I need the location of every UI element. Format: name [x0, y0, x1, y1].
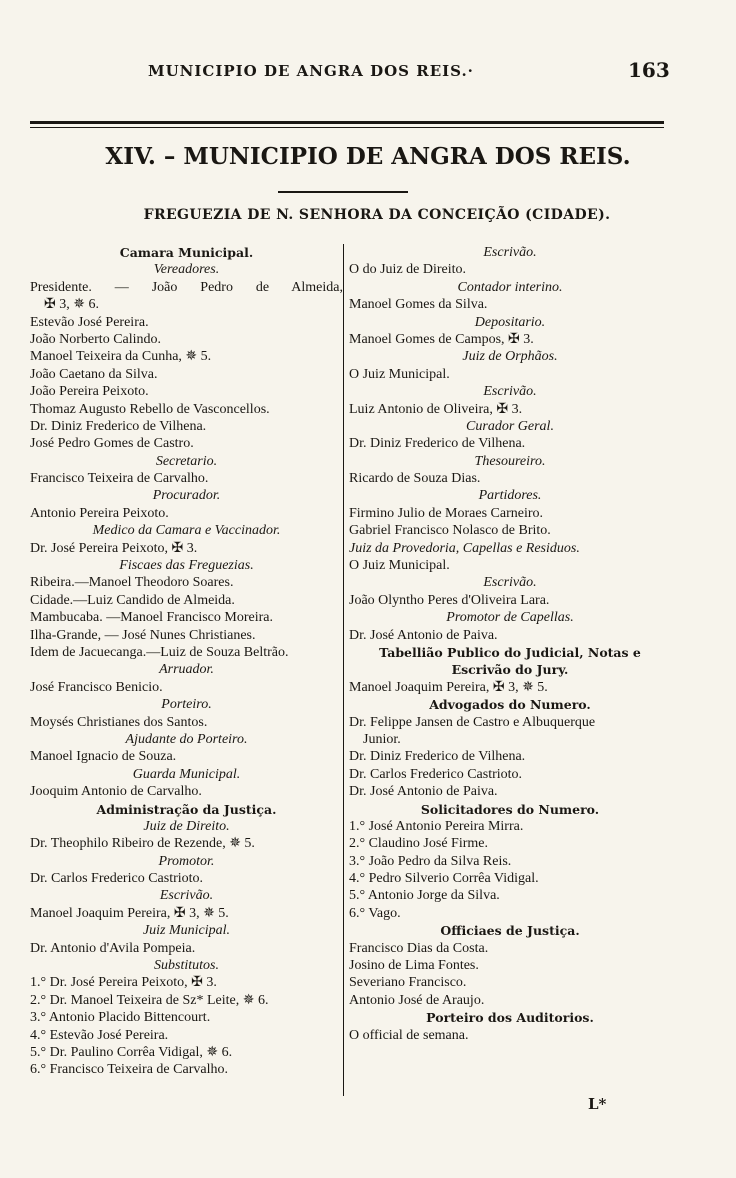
- text-line: Estevão José Pereira.: [30, 314, 149, 330]
- text-line: O Juiz Municipal.: [349, 558, 450, 574]
- text-line: Guarda Municipal.: [132, 766, 241, 782]
- text-line: 4.° Pedro Silverio Corrêa Vidigal.: [349, 871, 539, 887]
- text-line: O do Juiz de Direito.: [349, 262, 467, 278]
- text-line: Antonio Pereira Peixoto.: [30, 505, 169, 521]
- text-line: Presidente. — João Pedro de Almeida,: [30, 279, 343, 295]
- running-title: MUNICIPIO DE ANGRA DOS REIS.·: [148, 62, 474, 80]
- text-line: O Juiz Municipal.: [349, 366, 450, 382]
- text-line: O official de semana.: [349, 1027, 469, 1043]
- text-line: 5.° Antonio Jorge da Silva.: [349, 888, 500, 904]
- text-line: Camara Municipal.: [119, 245, 254, 260]
- left-column: [30, 244, 343, 1079]
- text-line: Francisco Dias da Costa.: [349, 940, 489, 956]
- text-line: Manoel Teixeira da Cunha, ✵ 5.: [30, 349, 212, 365]
- text-line: Gabriel Francisco Nolasco de Brito.: [349, 523, 551, 539]
- text-line: Manoel Gomes de Campos, ✠ 3.: [349, 331, 534, 347]
- chapter-title: XIV. – MUNICIPIO DE ANGRA DOS REIS.: [105, 143, 631, 170]
- text-line: Luiz Antonio de Oliveira, ✠ 3.: [349, 401, 523, 417]
- text-line: Dr. Diniz Frederico de Vilhena.: [349, 436, 526, 452]
- text-line: Escrivão.: [483, 384, 537, 400]
- text-line: Fiscaes das Freguezias.: [119, 558, 254, 574]
- text-line: ✠ 3, ✵ 6.: [44, 297, 99, 313]
- text-line: Promotor.: [158, 853, 215, 869]
- text-line: 4.° Estevão José Pereira.: [30, 1027, 169, 1043]
- column-divider: [343, 244, 344, 1096]
- title-divider: [278, 191, 408, 193]
- text-line: Manoel Joaquim Pereira, ✠ 3, ✵ 5.: [349, 679, 548, 695]
- text-line: Officiaes de Justiça.: [440, 923, 580, 939]
- text-line: Mambucaba. —Manoel Francisco Moreira.: [30, 610, 273, 626]
- text-line: 1.° José Antonio Pereira Mirra.: [349, 818, 524, 834]
- text-line: 2.° Claudino José Firme.: [349, 836, 488, 852]
- text-line: 6.° Vago.: [349, 905, 401, 921]
- text-line: Porteiro dos Auditorios.: [426, 1010, 594, 1026]
- text-line: Advogados do Numero.: [429, 697, 591, 713]
- page-number: 163: [628, 58, 670, 82]
- text-line: 3.° Antonio Placido Bittencourt.: [30, 1010, 211, 1026]
- text-line: Partidores.: [478, 488, 542, 504]
- text-line: Substitutos.: [154, 958, 219, 974]
- text-line: Juiz Municipal.: [142, 923, 231, 939]
- text-line: 5.° Dr. Paulino Corrêa Vidigal, ✵ 6.: [30, 1044, 233, 1060]
- text-line: Curador Geral.: [466, 418, 554, 434]
- text-line: Junior.: [363, 731, 401, 747]
- text-line: Contador interino.: [457, 279, 563, 295]
- text-line: João Caetano da Silva.: [30, 366, 158, 382]
- text-line: Secretario.: [155, 453, 218, 469]
- text-line: Escrivão.: [483, 575, 537, 591]
- text-line: Solicitadores do Numero.: [420, 801, 600, 817]
- text-line: Thesoureiro.: [474, 453, 546, 469]
- text-line: Vereadores.: [153, 262, 220, 278]
- signature-mark: L*: [588, 1095, 607, 1113]
- text-line: Administração da Justiça.: [96, 801, 277, 817]
- text-line: Dr. Carlos Frederico Castrioto.: [349, 766, 523, 782]
- text-line: Dr. José Pereira Peixoto, ✠ 3.: [30, 540, 198, 556]
- header-rule-thin: [30, 127, 664, 128]
- text-line: Ribeira.—Manoel Theodoro Soares.: [30, 575, 234, 591]
- text-line: Josino de Lima Fontes.: [349, 958, 479, 974]
- text-line: Medico da Camara e Vaccinador.: [92, 523, 281, 539]
- text-line: Juiz de Orphãos.: [462, 349, 558, 365]
- right-column: [349, 244, 671, 1044]
- text-line: Severiano Francisco.: [349, 975, 467, 991]
- text-line: 3.° João Pedro da Silva Reis.: [349, 853, 512, 869]
- text-line: João Pereira Peixoto.: [30, 384, 149, 400]
- text-line: Porteiro.: [161, 697, 212, 713]
- text-line: Cidade.—Luiz Candido de Almeida.: [30, 592, 235, 608]
- text-line: Dr. Felippe Jansen de Castro e Albuquerque: [349, 714, 596, 730]
- text-line: Manoel Gomes da Silva.: [349, 297, 488, 313]
- text-line: 6.° Francisco Teixeira de Carvalho.: [30, 1062, 228, 1078]
- text-line: Dr. Diniz Frederico de Vilhena.: [349, 749, 526, 765]
- text-line: Idem de Jacuecanga.—Luiz de Souza Beltrão.: [30, 644, 289, 660]
- text-line: Francisco Teixeira de Carvalho.: [30, 471, 209, 487]
- text-line: Arruador.: [159, 662, 214, 678]
- text-line: Juiz da Provedoria, Capellas e Residuos.: [349, 540, 580, 556]
- text-line: Ricardo de Souza Dias.: [349, 471, 481, 487]
- text-line: Dr. José Antonio de Paiva.: [349, 627, 498, 643]
- text-line: Procurador.: [152, 488, 221, 504]
- text-line: Moysés Christianes dos Santos.: [30, 714, 208, 730]
- text-line: João Norberto Calindo.: [30, 331, 162, 347]
- header-rule-thick: [30, 121, 664, 124]
- text-line: Dr. Antonio d'Avila Pompeia.: [30, 940, 196, 956]
- text-line: João Olyntho Peres d'Oliveira Lara.: [349, 592, 550, 608]
- parish-subtitle: FREGUEZIA DE N. SENHORA DA CONCEIÇÃO (CIDADE).: [143, 207, 611, 223]
- text-line: Thomaz Augusto Rebello de Vasconcellos.: [30, 401, 270, 417]
- text-line: Ilha-Grande, — José Nunes Christianes.: [30, 627, 256, 643]
- text-line: José Pedro Gomes de Castro.: [30, 436, 194, 452]
- text-line: Escrivão do Jury.: [451, 662, 569, 678]
- text-line: Dr. José Antonio de Paiva.: [349, 784, 498, 800]
- text-line: 2.° Dr. Manoel Teixeira de Sz* Leite, ✵ 6.: [30, 992, 269, 1008]
- text-line: Dr. Diniz Frederico de Vilhena.: [30, 418, 207, 434]
- text-line: Ajudante do Porteiro.: [125, 731, 248, 747]
- text-line: José Francisco Benicio.: [30, 679, 163, 695]
- text-line: Juiz de Direito.: [143, 818, 230, 834]
- text-line: Manoel Ignacio de Souza.: [30, 749, 177, 765]
- text-line: Escrivão.: [159, 888, 214, 904]
- text-line: Jooquim Antonio de Carvalho.: [30, 784, 202, 800]
- text-line: Tabellião Publico do Judicial, Notas e: [379, 644, 641, 660]
- text-line: Dr. Carlos Frederico Castrioto.: [30, 871, 204, 887]
- text-line: Dr. Theophilo Ribeiro de Rezende, ✵ 5.: [30, 836, 255, 852]
- text-line: Antonio José de Araujo.: [349, 992, 485, 1008]
- text-line: Manoel Joaquim Pereira, ✠ 3, ✵ 5.: [30, 905, 229, 921]
- text-line: 1.° Dr. José Pereira Peixoto, ✠ 3.: [30, 975, 217, 991]
- text-line: Escrivão.: [483, 245, 537, 260]
- text-line: Promotor de Capellas.: [446, 610, 574, 626]
- text-line: Depositario.: [474, 314, 546, 330]
- text-line: Firmino Julio de Moraes Carneiro.: [349, 505, 544, 521]
